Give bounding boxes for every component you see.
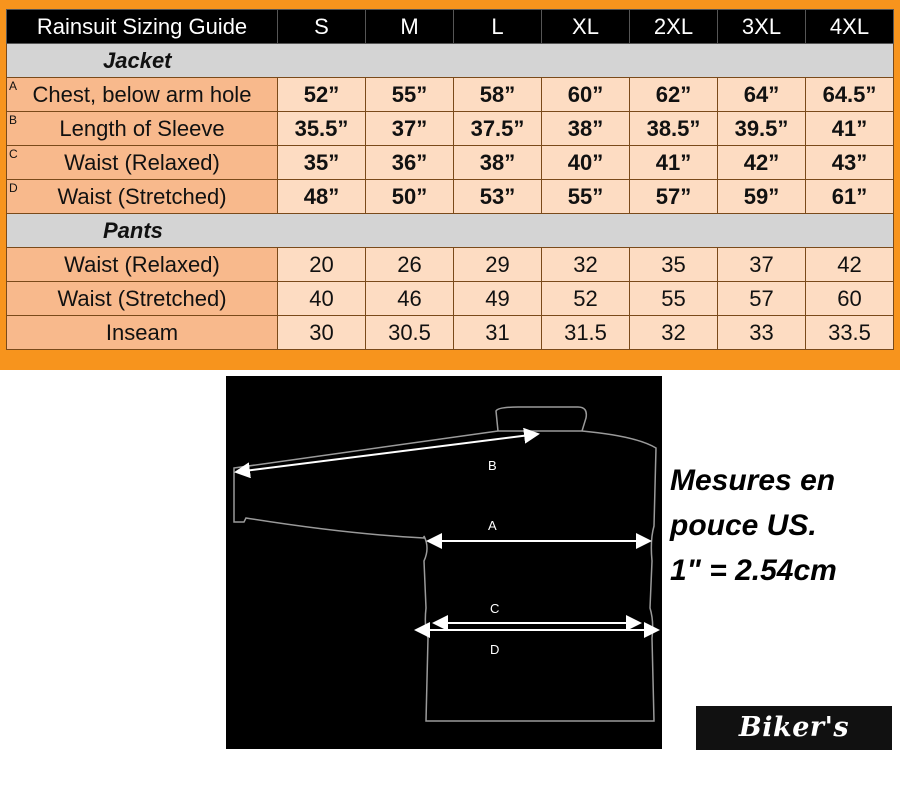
size-header: XL	[542, 10, 630, 44]
note-line: pouce US.	[670, 509, 817, 542]
table-cell: 60	[806, 282, 894, 316]
table-cell: 31	[454, 316, 542, 350]
table-cell: 52”	[278, 78, 366, 112]
table-cell: 30.5	[366, 316, 454, 350]
table-cell: 38”	[542, 112, 630, 146]
table-cell: 32	[542, 248, 630, 282]
table-cell: 42”	[718, 146, 806, 180]
row-label-cell	[7, 112, 278, 146]
measure-label-d: D	[490, 642, 500, 657]
size-header: 3XL	[718, 10, 806, 44]
table-cell: 57”	[630, 180, 718, 214]
sizing-table-frame	[0, 0, 900, 370]
table-cell: 38”	[454, 146, 542, 180]
table-cell: 37”	[366, 112, 454, 146]
table-cell: 39.5”	[718, 112, 806, 146]
row-label: Waist (Stretched)	[7, 282, 278, 316]
measure-letter: D	[9, 181, 18, 195]
measure-label-c: C	[490, 601, 500, 616]
table-cell: 38.5”	[630, 112, 718, 146]
table-cell: 59”	[718, 180, 806, 214]
store-logo: Biker's Store	[696, 706, 892, 750]
size-header: 4XL	[806, 10, 894, 44]
table-cell: 46	[366, 282, 454, 316]
table-cell: 41”	[630, 146, 718, 180]
row-label-cell	[7, 78, 278, 112]
note-line: 1" = 2.54cm	[670, 554, 837, 587]
table-row	[7, 78, 894, 112]
table-row	[7, 316, 894, 350]
table-row	[7, 282, 894, 316]
jacket-outline	[234, 407, 656, 721]
table-cell: 64”	[718, 78, 806, 112]
table-cell: 50”	[366, 180, 454, 214]
row-label: Waist (Relaxed)	[7, 248, 278, 282]
table-cell: 33.5	[806, 316, 894, 350]
table-cell: 40”	[542, 146, 630, 180]
table-cell: 29	[454, 248, 542, 282]
size-header: M	[366, 10, 454, 44]
table-cell: 26	[366, 248, 454, 282]
table-cell: 20	[278, 248, 366, 282]
row-label-cell	[7, 180, 278, 214]
table-cell: 35.5”	[278, 112, 366, 146]
measure-letter: A	[9, 79, 18, 93]
table-cell: 55”	[366, 78, 454, 112]
section-title: Pants	[7, 214, 894, 248]
table-cell: 40	[278, 282, 366, 316]
table-cell: 49	[454, 282, 542, 316]
section-row-jacket	[7, 44, 894, 78]
table-cell: 37	[718, 248, 806, 282]
table-cell: 41”	[806, 112, 894, 146]
section-title: Jacket	[7, 44, 894, 78]
measure-letter: B	[9, 113, 18, 127]
header-row	[7, 10, 894, 44]
table-cell: 52	[542, 282, 630, 316]
table-cell: 55	[630, 282, 718, 316]
table-cell: 43”	[806, 146, 894, 180]
measure-letter: C	[9, 147, 18, 161]
table-cell: 48”	[278, 180, 366, 214]
measure-label-b: B	[488, 458, 497, 473]
sizing-table	[6, 9, 894, 350]
row-label: Waist (Stretched)	[57, 183, 227, 209]
table-cell: 36”	[366, 146, 454, 180]
table-row	[7, 112, 894, 146]
row-label: Length of Sleeve	[59, 115, 225, 141]
note-line: Mesures en	[670, 464, 836, 497]
size-header: 2XL	[630, 10, 718, 44]
jacket-outline-svg	[226, 376, 662, 749]
size-header: S	[278, 10, 366, 44]
row-label: Waist (Relaxed)	[64, 149, 220, 175]
row-label-cell	[7, 146, 278, 180]
row-label: Chest, below arm hole	[32, 81, 252, 107]
table-row	[7, 248, 894, 282]
table-cell: 57	[718, 282, 806, 316]
jacket-diagram	[226, 376, 662, 749]
size-header: L	[454, 10, 542, 44]
table-cell: 30	[278, 316, 366, 350]
table-cell: 32	[630, 316, 718, 350]
table-row	[7, 180, 894, 214]
table-cell: 64.5”	[806, 78, 894, 112]
table-cell: 53”	[454, 180, 542, 214]
section-row-pants	[7, 214, 894, 248]
table-cell: 33	[718, 316, 806, 350]
row-label: Inseam	[7, 316, 278, 350]
table-cell: 35	[630, 248, 718, 282]
table-cell: 42	[806, 248, 894, 282]
table-row	[7, 146, 894, 180]
table-cell: 35”	[278, 146, 366, 180]
table-cell: 60”	[542, 78, 630, 112]
table-cell: 58”	[454, 78, 542, 112]
table-cell: 31.5	[542, 316, 630, 350]
table-cell: 37.5”	[454, 112, 542, 146]
measure-label-a: A	[488, 518, 497, 533]
table-cell: 55”	[542, 180, 630, 214]
measurement-note	[670, 458, 895, 593]
table-title: Rainsuit Sizing Guide	[7, 10, 278, 44]
table-cell: 61”	[806, 180, 894, 214]
table-cell: 62”	[630, 78, 718, 112]
